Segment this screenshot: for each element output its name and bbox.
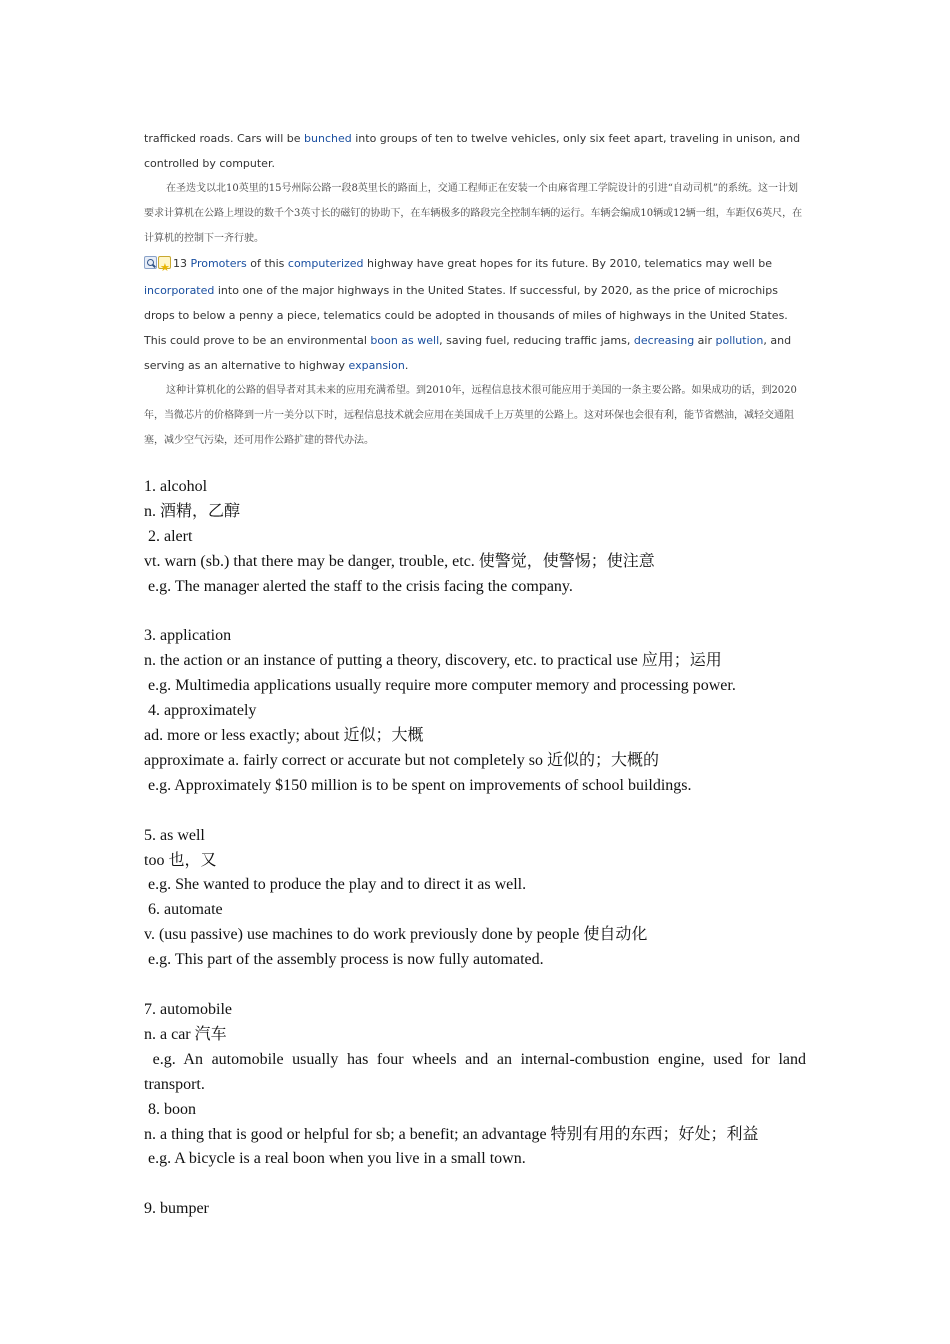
vocab-definition: n. the action or an instance of putting a theory, discovery, etc. to practical use 应用；运用 — [144, 652, 722, 670]
vocab-headword: 9. bumper — [144, 1200, 209, 1218]
vocab-link-bunched[interactable]: bunched — [304, 132, 352, 145]
vocab-example: e.g. Multimedia applications usually require more computer memory and processing power. — [144, 677, 736, 695]
star-icon[interactable] — [158, 256, 171, 269]
vocab-definition: v. (usu passive) use machines to do work previously done by people 使自动化 — [144, 926, 648, 944]
vocab-headword: 7. automobile — [144, 1000, 232, 1018]
vocab-definition: approximate a. fairly correct or accurate but not completely so 近似的；大概的 — [144, 751, 659, 769]
vocab-example: e.g. Approximately $150 million is to be spent on improvements of school buildings. — [144, 776, 692, 794]
paragraph-text: . — [404, 359, 409, 372]
spacer — [144, 1172, 806, 1197]
paragraph-text: , saving fuel, reducing traffic jams, — [439, 334, 634, 347]
vocab-example: e.g. This part of the assembly process is now fully automated. — [144, 951, 544, 969]
vocab-headword: 5. as well — [144, 826, 205, 844]
vocab-headword: 1. alcohol — [144, 478, 208, 495]
paragraph-text: air — [694, 334, 716, 347]
vocab-headword: 4. approximately — [144, 702, 257, 720]
vocab-example: e.g. The manager alerted the staff to the crisis facing the company. — [144, 577, 573, 595]
vocab-headword: 6. automate — [144, 901, 223, 919]
vocab-example: e.g. She wanted to produce the play and to direct it as well. — [144, 876, 527, 894]
vocab-definition: ad. more or less exactly; about 近似；大概 — [144, 727, 424, 745]
paragraph-text: into one of the major highways in the United States. If successful, by 2020, as the price of microchips drops to below a penny a piece, telematics could be adopted in thousands of miles of highways in the United States. This could prove to be an environmental — [144, 284, 788, 347]
paragraph-text: trafficked roads. Cars will be — [144, 132, 305, 145]
vocabulary-list — [144, 475, 811, 1222]
vocab-definition: n. a car 汽车 — [144, 1025, 227, 1043]
vocab-example: e.g. An automobile usually has four wheels and an internal-combustion engine, used for land transport. — [144, 1050, 811, 1093]
vocab-link-incorporated[interactable]: incorporated — [144, 284, 215, 297]
vocab-example: e.g. A bicycle is a real boon when you live in a small town. — [144, 1150, 526, 1168]
spacer — [144, 600, 806, 625]
vocab-link-computerized[interactable]: computerized — [287, 257, 364, 270]
paragraph-text: , and serving as an alternative to highway — [144, 334, 792, 372]
spacer — [144, 973, 806, 998]
document-page — [144, 126, 811, 1222]
vocab-headword: 2. alert — [144, 527, 193, 545]
vocab-link-pollution[interactable]: pollution — [715, 334, 764, 347]
magnifier-icon[interactable] — [144, 256, 157, 269]
reading-paragraph-2 — [144, 251, 806, 378]
vocab-link-boon-as-well[interactable]: boon as well — [370, 334, 440, 347]
paragraph-tools — [144, 253, 172, 278]
paragraph-number: 13 — [173, 257, 191, 270]
vocab-definition: vt. warn (sb.) that there may be danger, trouble, etc. 使警觉，使警惕；使注意 — [144, 552, 655, 570]
vocab-definition: too 也，又 — [144, 851, 217, 869]
vocab-link-decreasing[interactable]: decreasing — [633, 334, 695, 347]
vocab-headword: 3. application — [144, 627, 232, 645]
reading-paragraph-1 — [144, 126, 806, 176]
paragraph-text: into groups of ten to twelve vehicles, only six feet apart, traveling in unison, and controlled by computer. — [144, 132, 801, 170]
spacer — [144, 799, 806, 824]
reading-translation-2: 这种计算机化的公路的倡导者对其未来的应用充满希望。到2010年，远程信息技术很可能应用于美国的一条主要公路。如果成功的话，到2020年，当微芯片的价格降到一片一美分以下时，远程信息技术就会应用在美国成千上万英里的公路上。这对环保也会很有利，能节省燃油，减轻交通阻塞，减少空气污染，还可用作公路扩建的替代办法。 — [144, 385, 797, 446]
vocab-headword: 8. boon — [144, 1100, 196, 1118]
vocab-definition: n. 酒精，乙醇 — [144, 502, 241, 520]
vocab-link-promoters[interactable]: Promoters — [190, 257, 247, 270]
reading-translation-1: 在圣迭戈以北10英里的15号州际公路一段8英里长的路面上，交通工程师正在安装一个由麻省理工学院设计的引进“自动司机”的系统。这一计划要求计算机在公路上埋设的数千个3英寸长的磁钉的协助下，在车辆极多的路段完全控制车辆的运行。车辆会编成10辆或12辆一组，车距仅6英尺，在计算机的控制下一齐行驶。 — [144, 183, 803, 244]
paragraph-text: of this — [246, 257, 288, 270]
paragraph-text: highway have great hopes for its future. By 2010, telematics may well be — [363, 257, 773, 270]
vocab-definition: n. a thing that is good or helpful for sb; a benefit; an advantage 特别有用的东西；好处；利益 — [144, 1125, 759, 1143]
vocab-link-expansion[interactable]: expansion — [348, 359, 405, 372]
